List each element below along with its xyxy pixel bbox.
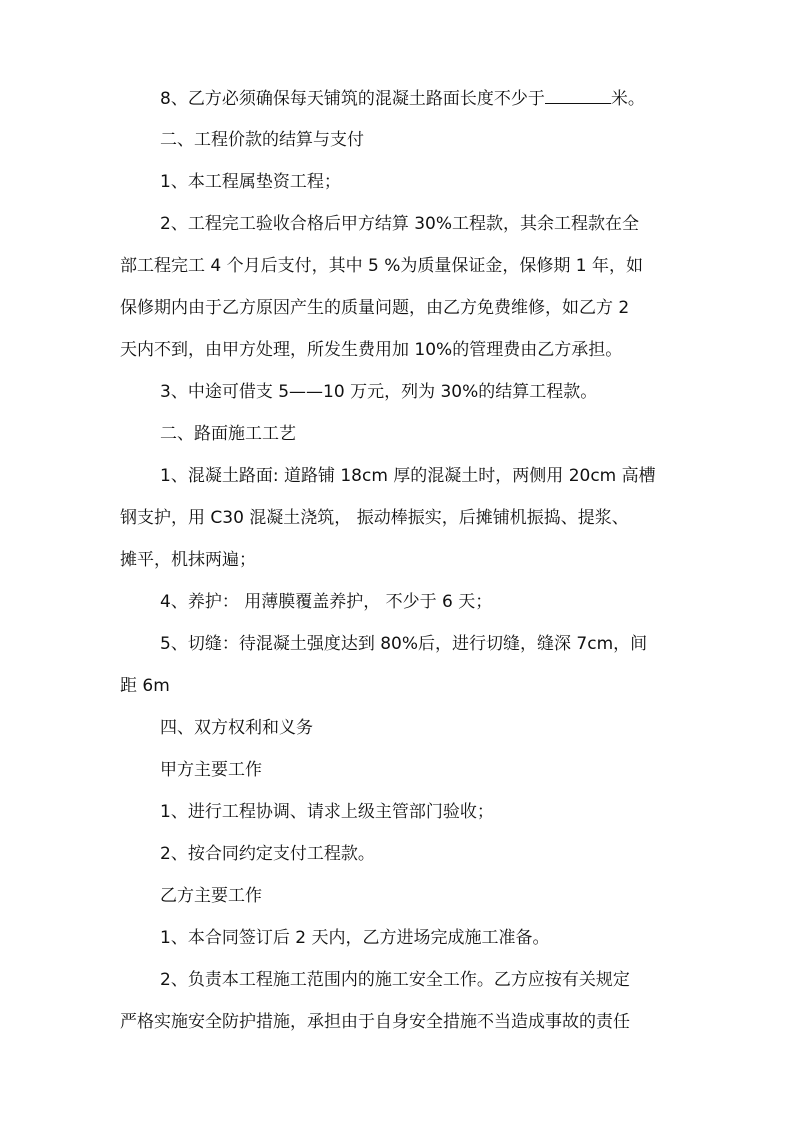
party-b-item-2-line-1: 2、负责本工程施工范围内的施工安全工作。乙方应按有关规定: [160, 970, 630, 990]
section-heading-rights: 四、双方权利和义务: [160, 718, 313, 738]
construction-item-1-line-3: 摊平，机抹两遍；: [120, 550, 256, 570]
clause-8-suffix: 米。: [610, 89, 645, 109]
clause-8-text: 8、乙方必须确保每天铺筑的混凝土路面长度不少于: [160, 89, 545, 109]
blank-fill-line: [545, 88, 611, 104]
party-b-heading: 乙方主要工作: [160, 886, 262, 906]
party-a-heading: 甲方主要工作: [160, 760, 262, 780]
construction-item-1-line-2: 钢支护，用 C30 混凝土浇筑， 振动棒振实，后摊铺机振捣、提浆、: [120, 508, 629, 528]
construction-item-5-line-1: 5、切缝：待混凝土强度达到 80%后，进行切缝，缝深 7cm，间: [160, 634, 648, 654]
construction-item-4: 4、养护： 用薄膜覆盖养护， 不少于 6 天；: [160, 592, 493, 612]
payment-item-2-line-4: 天内不到，由甲方处理，所发生费用加 10%的管理费由乙方承担。: [120, 340, 623, 360]
party-b-item-1: 1、本合同签订后 2 天内，乙方进场完成施工准备。: [160, 928, 550, 948]
payment-item-2-line-2: 部工程完工 4 个月后支付，其中 5 %为质量保证金，保修期 1 年，如: [120, 256, 644, 276]
section-heading-construction: 二、路面施工工艺: [160, 424, 296, 444]
construction-item-5-line-2: 距 6m: [120, 676, 170, 696]
party-a-item-2: 2、按合同约定支付工程款。: [160, 844, 375, 864]
section-heading-payment: 二、工程价款的结算与支付: [160, 130, 364, 150]
payment-item-2-line-1: 2、工程完工验收合格后甲方结算 30%工程款，其余工程款在全: [160, 214, 640, 234]
construction-item-1-line-1: 1、混凝土路面: 道路铺 18cm 厚的混凝土时，两侧用 20cm 高槽: [160, 466, 656, 486]
party-a-item-1: 1、进行工程协调、请求上级主管部门验收；: [160, 802, 494, 822]
party-b-item-2-line-2: 严格实施安全防护措施，承担由于自身安全措施不当造成事故的责任: [120, 1012, 630, 1032]
payment-item-1: 1、本工程属垫资工程；: [160, 172, 341, 192]
clause-8-paving-length: [160, 88, 645, 109]
payment-item-3: 3、中途可借支 5——10 万元，列为 30%的结算工程款。: [160, 382, 598, 402]
payment-item-2-line-3: 保修期内由于乙方原因产生的质量问题，由乙方免费维修，如乙方 2: [120, 298, 630, 318]
